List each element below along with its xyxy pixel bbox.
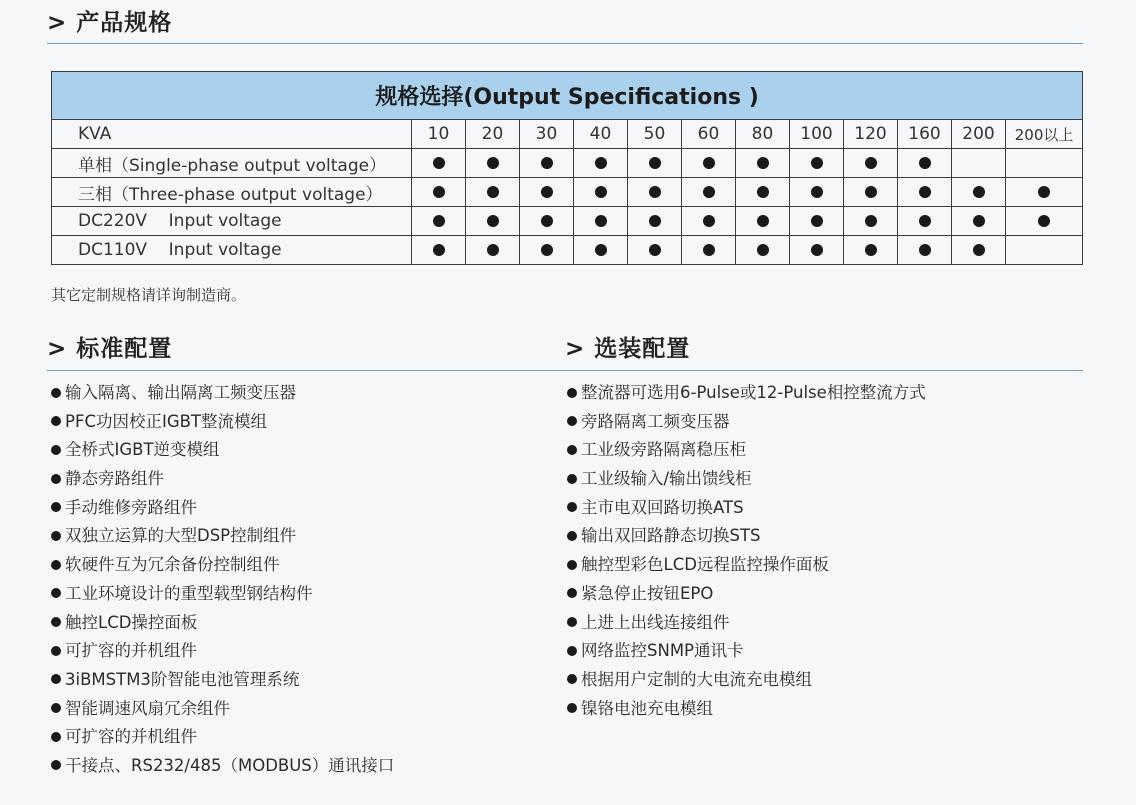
- product-spec-rule: [47, 43, 1083, 44]
- kva-column-header: 160: [898, 120, 952, 149]
- spec-cell: [682, 149, 736, 178]
- spec-cell: [574, 207, 628, 236]
- list-item: [567, 551, 926, 580]
- product-spec-title: > 产品规格: [47, 10, 173, 36]
- available-dot-icon: [1038, 215, 1050, 227]
- available-dot-icon: [973, 186, 985, 198]
- list-item: [51, 752, 394, 781]
- bullet-icon: [51, 646, 61, 656]
- available-dot-icon: [757, 244, 769, 256]
- bullet-icon: [51, 674, 61, 684]
- available-dot-icon: [595, 186, 607, 198]
- available-dot-icon: [703, 244, 715, 256]
- table-row: [52, 149, 1083, 178]
- bullet-icon: [51, 560, 61, 570]
- kva-column-header: 40: [574, 120, 628, 149]
- table-row: [52, 178, 1083, 207]
- list-item: [51, 580, 394, 609]
- spec-cell: [412, 178, 466, 207]
- available-dot-icon: [973, 215, 985, 227]
- bullet-icon: [51, 703, 61, 713]
- list-item-text: 工业环境设计的重型载型钢结构件: [65, 583, 313, 603]
- table-row: [52, 236, 1083, 265]
- available-dot-icon: [703, 215, 715, 227]
- list-item: [567, 637, 926, 666]
- bullet-icon: [567, 617, 577, 627]
- standard-config-rule: [47, 370, 1083, 371]
- spec-cell: [1006, 178, 1083, 207]
- spec-cell: [682, 178, 736, 207]
- list-item-text: 镍铬电池充电模组: [581, 698, 713, 718]
- list-item: [51, 408, 394, 437]
- spec-cell: [898, 236, 952, 265]
- standard-config-list: [51, 379, 394, 781]
- list-item-text: 输出双回路静态切换STS: [581, 526, 761, 546]
- available-dot-icon: [433, 157, 445, 169]
- list-item-text: 智能调速风扇冗余组件: [65, 698, 230, 718]
- list-item: [567, 666, 926, 695]
- available-dot-icon: [811, 186, 823, 198]
- spec-cell: [736, 149, 790, 178]
- list-item: [567, 436, 926, 465]
- available-dot-icon: [865, 186, 877, 198]
- list-item-text: 可扩容的并机组件: [65, 727, 197, 747]
- spec-cell: [790, 178, 844, 207]
- list-item-text: 工业级旁路隔离稳压柜: [581, 440, 746, 460]
- list-item-text: 旁路隔离工频变压器: [581, 411, 730, 431]
- spec-cell: [1006, 236, 1083, 265]
- list-item-text: 可扩容的并机组件: [65, 641, 197, 661]
- bullet-icon: [51, 617, 61, 627]
- available-dot-icon: [919, 244, 931, 256]
- available-dot-icon: [487, 244, 499, 256]
- list-item-text: 3iBMSTM3阶智能电池管理系统: [65, 669, 300, 689]
- list-item: [51, 695, 394, 724]
- bullet-icon: [51, 760, 61, 770]
- standard-config-title: > 标准配置: [47, 336, 173, 362]
- available-dot-icon: [649, 157, 661, 169]
- available-dot-icon: [541, 186, 553, 198]
- available-dot-icon: [919, 215, 931, 227]
- list-item-text: 输入隔离、输出隔离工频变压器: [65, 383, 296, 402]
- spec-cell: [844, 207, 898, 236]
- spec-cell: [1006, 149, 1083, 178]
- row-label: 三相（Three-phase output voltage）: [52, 178, 412, 207]
- spec-cell: [466, 207, 520, 236]
- spec-cell: [628, 207, 682, 236]
- spec-cell: [520, 207, 574, 236]
- spec-cell: [466, 236, 520, 265]
- list-item-text: 双独立运算的大型DSP控制组件: [65, 526, 297, 546]
- table-row: [52, 207, 1083, 236]
- available-dot-icon: [703, 157, 715, 169]
- bullet-icon: [51, 588, 61, 598]
- available-dot-icon: [541, 157, 553, 169]
- spec-cell: [466, 178, 520, 207]
- available-dot-icon: [433, 186, 445, 198]
- spec-cell: [736, 207, 790, 236]
- available-dot-icon: [865, 244, 877, 256]
- spec-cell: [628, 178, 682, 207]
- available-dot-icon: [811, 215, 823, 227]
- spec-cell: [736, 236, 790, 265]
- list-item-text: PFC功因校正IGBT整流模组: [65, 411, 268, 431]
- available-dot-icon: [433, 244, 445, 256]
- spec-table-caption: 规格选择(Output Specifications ): [52, 72, 1083, 120]
- bullet-icon: [567, 531, 577, 541]
- available-dot-icon: [757, 157, 769, 169]
- list-item: [567, 580, 926, 609]
- optional-config-list: [567, 379, 926, 723]
- bullet-icon: [567, 474, 577, 484]
- spec-cell: [574, 236, 628, 265]
- available-dot-icon: [487, 215, 499, 227]
- list-item: [567, 522, 926, 551]
- bullet-icon: [567, 445, 577, 455]
- list-item-text: 软硬件互为冗余备份控制组件: [65, 555, 280, 575]
- kva-column-header: 60: [682, 120, 736, 149]
- bullet-icon: [51, 732, 61, 742]
- list-item: [567, 379, 926, 408]
- list-item-text: 根据用户定制的大电流充电模组: [581, 669, 812, 689]
- spec-cell: [412, 207, 466, 236]
- bullet-icon: [567, 674, 577, 684]
- kva-column-header: 50: [628, 120, 682, 149]
- list-item: [51, 551, 394, 580]
- bullet-icon: [567, 388, 577, 398]
- kva-column-header: 10: [412, 120, 466, 149]
- kva-column-header: 120: [844, 120, 898, 149]
- list-item-text: 主市电双回路切换ATS: [581, 497, 744, 517]
- available-dot-icon: [595, 215, 607, 227]
- spec-cell: [844, 236, 898, 265]
- available-dot-icon: [919, 186, 931, 198]
- available-dot-icon: [757, 215, 769, 227]
- spec-table: [51, 71, 1083, 265]
- list-item: [567, 465, 926, 494]
- bullet-icon: [51, 388, 61, 398]
- spec-cell: [844, 178, 898, 207]
- list-item: [51, 666, 394, 695]
- available-dot-icon: [973, 244, 985, 256]
- available-dot-icon: [757, 186, 769, 198]
- list-item: [51, 609, 394, 638]
- spec-cell: [520, 178, 574, 207]
- list-item: [567, 609, 926, 638]
- kva-column-header: 30: [520, 120, 574, 149]
- list-item: [567, 494, 926, 523]
- list-item: [51, 522, 394, 551]
- spec-cell: [466, 149, 520, 178]
- list-item-text: 触控型彩色LCD远程监控操作面板: [581, 555, 829, 575]
- kva-column-header: 100: [790, 120, 844, 149]
- list-item-text: 触控LCD操控面板: [65, 612, 198, 632]
- kva-label: KVA: [52, 120, 412, 149]
- table-header-row: [52, 120, 1083, 149]
- available-dot-icon: [595, 157, 607, 169]
- list-item-text: 上进上出线连接组件: [581, 612, 730, 632]
- available-dot-icon: [649, 215, 661, 227]
- kva-column-header: 80: [736, 120, 790, 149]
- custom-spec-note: 其它定制规格请详询制造商。: [51, 286, 247, 304]
- spec-cell: [574, 178, 628, 207]
- row-label: DC220V Input voltage: [52, 207, 412, 236]
- bullet-icon: [567, 588, 577, 598]
- spec-cell: [898, 149, 952, 178]
- bullet-icon: [51, 474, 61, 484]
- spec-cell: [790, 236, 844, 265]
- kva-column-header: 200以上: [1006, 120, 1083, 149]
- row-label: 单相（Single-phase output voltage）: [52, 149, 412, 178]
- bullet-icon: [567, 646, 577, 656]
- available-dot-icon: [865, 215, 877, 227]
- bullet-icon: [567, 502, 577, 512]
- spec-cell: [952, 236, 1006, 265]
- spec-cell: [628, 236, 682, 265]
- spec-cell: [682, 236, 736, 265]
- bullet-icon: [51, 416, 61, 426]
- available-dot-icon: [541, 244, 553, 256]
- spec-cell: [520, 149, 574, 178]
- list-item-text: 紧急停止按钮EPO: [581, 583, 714, 603]
- bullet-icon: [51, 445, 61, 455]
- row-label: DC110V Input voltage: [52, 236, 412, 265]
- list-item: [567, 695, 926, 724]
- bullet-icon: [567, 416, 577, 426]
- spec-cell: [736, 178, 790, 207]
- list-item: [51, 637, 394, 666]
- kva-column-header: 20: [466, 120, 520, 149]
- bullet-icon: [51, 502, 61, 512]
- available-dot-icon: [919, 157, 931, 169]
- available-dot-icon: [487, 157, 499, 169]
- available-dot-icon: [1038, 186, 1050, 198]
- bullet-icon: [51, 531, 61, 541]
- spec-cell: [952, 178, 1006, 207]
- list-item: [51, 436, 394, 465]
- optional-config-title: > 选装配置: [565, 336, 691, 362]
- list-item-text: 手动维修旁路组件: [65, 497, 197, 517]
- list-item: [51, 379, 394, 408]
- available-dot-icon: [811, 244, 823, 256]
- list-item-text: 整流器可选用6-Pulse或12-Pulse相控整流方式: [581, 383, 926, 402]
- available-dot-icon: [433, 215, 445, 227]
- available-dot-icon: [595, 244, 607, 256]
- spec-cell: [682, 207, 736, 236]
- available-dot-icon: [811, 157, 823, 169]
- spec-cell: [628, 149, 682, 178]
- list-item: [567, 408, 926, 437]
- list-item-text: 静态旁路组件: [65, 469, 164, 489]
- list-item: [51, 723, 394, 752]
- kva-column-header: 200: [952, 120, 1006, 149]
- spec-cell: [790, 207, 844, 236]
- list-item-text: 网络监控SNMP通讯卡: [581, 641, 744, 661]
- spec-cell: [412, 149, 466, 178]
- available-dot-icon: [703, 186, 715, 198]
- spec-cell: [412, 236, 466, 265]
- list-item-text: 工业级输入/输出馈线柜: [581, 469, 752, 489]
- available-dot-icon: [865, 157, 877, 169]
- bullet-icon: [567, 560, 577, 570]
- spec-cell: [844, 149, 898, 178]
- available-dot-icon: [649, 186, 661, 198]
- list-item-text: 全桥式IGBT逆变模组: [65, 440, 220, 460]
- available-dot-icon: [541, 215, 553, 227]
- list-item: [51, 465, 394, 494]
- spec-cell: [898, 207, 952, 236]
- spec-cell: [952, 149, 1006, 178]
- list-item-text: 干接点、RS232/485（MODBUS）通讯接口: [65, 755, 395, 775]
- spec-cell: [898, 178, 952, 207]
- list-item: [51, 494, 394, 523]
- available-dot-icon: [649, 244, 661, 256]
- spec-cell: [1006, 207, 1083, 236]
- spec-cell: [790, 149, 844, 178]
- spec-cell: [952, 207, 1006, 236]
- available-dot-icon: [487, 186, 499, 198]
- bullet-icon: [567, 703, 577, 713]
- spec-cell: [574, 149, 628, 178]
- spec-cell: [520, 236, 574, 265]
